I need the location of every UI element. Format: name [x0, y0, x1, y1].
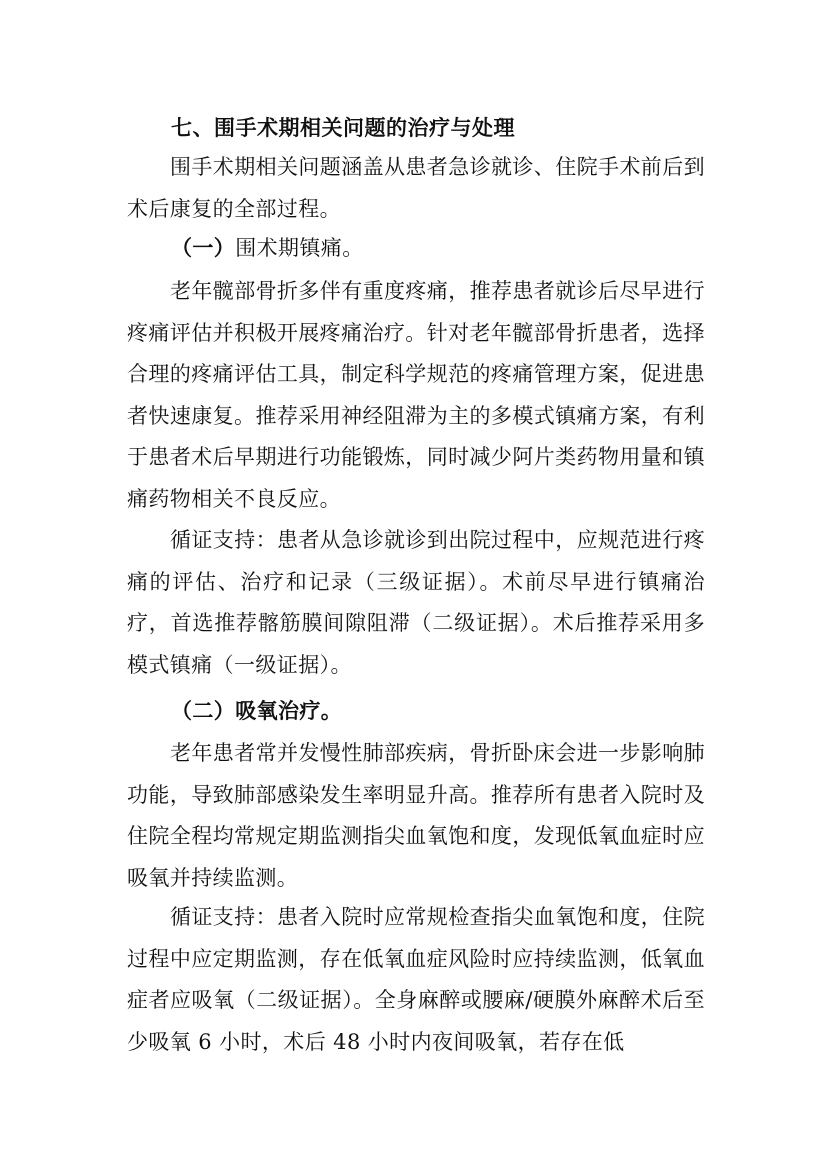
subsection-1-title-number: （一） [171, 236, 236, 260]
subsection-1-title [171, 230, 364, 266]
section-intro-paragraph: 围手术期相关问题涵盖从患者急诊就诊、住院手术前后到术后康复的全部过程。 [127, 155, 705, 221]
section-heading: 七、围手术期相关问题的治疗与处理 [171, 116, 515, 140]
subsection-1-title-text: 围术期镇痛。 [235, 236, 364, 260]
subsection-1-evidence-paragraph: 循证支持：患者从急诊就诊到出院过程中，应规范进行疼痛的评估、治疗和记录（三级证据）。术前尽早进行镇痛治疗，首选推荐髂筋膜间隙阻滞（二级证据）。术后推荐采用多模式镇痛（一级证据）。 [127, 528, 705, 677]
subsection-2-paragraph: 老年患者常并发慢性肺部疾病，骨折卧床会进一步影响肺功能，导致肺部感染发生率明显升高。推荐所有患者入院时及住院全程均常规定期监测指尖血氧饱和度，发现低氧血症时应吸氧并持续监测。 [127, 741, 705, 890]
subsection-2-evidence-paragraph: 循证支持：患者入院时应常规检查指尖血氧饱和度，住院过程中应定期监测，存在低氧血症风险时应持续监测，低氧血症者应吸氧（二级证据）。全身麻醉或腰麻/硬膜外麻醉术后至少吸氧 6 小时，术后 48 小时内夜间吸氧，若存在低 [127, 905, 705, 1054]
subsection-1-paragraph: 老年髋部骨折多伴有重度疼痛，推荐患者就诊后尽早进行疼痛评估并积极开展疼痛治疗。针对老年髋部骨折患者，选择合理的疼痛评估工具，制定科学规范的疼痛管理方案，促进患者快速康复。推荐采用神经阻滞为主的多模式镇痛方案，有利于患者术后早期进行功能锻炼，同时减少阿片类药物用量和镇痛药物相关不良反应。 [127, 279, 705, 511]
subsection-2-title: （二）吸氧治疗。 [171, 699, 343, 723]
